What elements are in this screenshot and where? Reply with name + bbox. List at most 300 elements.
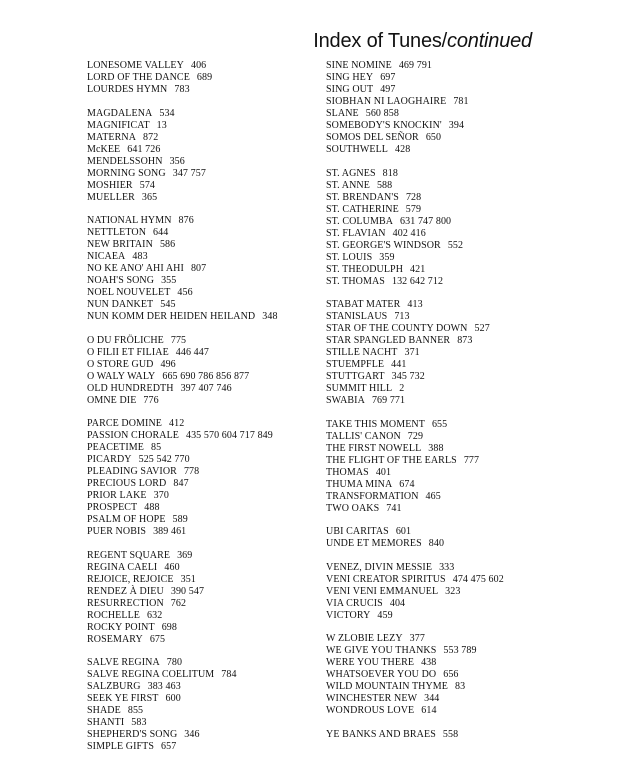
hymn-numbers: 359 xyxy=(379,251,395,263)
tune-name: ROSEMARY xyxy=(87,633,143,645)
hymn-numbers: 85 xyxy=(151,442,162,453)
index-entry xyxy=(326,240,576,252)
hymn-numbers: 641 726 xyxy=(127,143,161,155)
index-entry xyxy=(87,371,337,383)
index-entry xyxy=(87,634,337,646)
index-entry xyxy=(87,502,337,514)
tune-name: TAKE THIS MOMENT xyxy=(326,418,425,430)
hymn-numbers: 574 xyxy=(139,179,156,191)
index-entry xyxy=(326,645,576,657)
tune-name: LORD OF THE DANCE xyxy=(87,72,190,83)
index-entry xyxy=(87,239,337,251)
index-entry xyxy=(326,479,576,491)
tune-name: NOEL NOUVELET xyxy=(87,287,171,298)
tune-name: MATERNA xyxy=(87,131,137,143)
hymn-numbers: 412 xyxy=(169,418,185,429)
tune-name: SING HEY xyxy=(326,72,374,83)
tune-name: NEW BRITAIN xyxy=(87,239,153,250)
index-entry xyxy=(326,681,576,693)
index-entry xyxy=(87,526,337,538)
tune-name: TALLIS' CANON xyxy=(326,430,401,442)
index-entry xyxy=(87,227,337,239)
hymn-numbers: 401 xyxy=(375,466,392,478)
hymn-numbers: 728 xyxy=(405,191,422,203)
tune-name: YE BANKS AND BRAES xyxy=(326,728,436,740)
tune-name: ST. BRENDAN'S xyxy=(326,191,399,203)
index-entry xyxy=(87,335,337,347)
hymn-numbers: 438 xyxy=(421,657,437,668)
index-entry xyxy=(326,395,576,407)
tune-name: O STORE GUD xyxy=(87,358,154,370)
hymn-numbers: 435 570 604 717 849 xyxy=(185,430,273,441)
index-entry xyxy=(326,108,576,120)
tune-name: SHADE xyxy=(87,705,121,716)
tune-name: PLEADING SAVIOR xyxy=(87,466,177,477)
tune-name: SALVE REGINA COELITUM xyxy=(87,669,215,680)
tune-name: STAR SPANGLED BANNER xyxy=(326,335,451,346)
index-entry xyxy=(87,395,337,407)
hymn-numbers: 579 xyxy=(405,203,422,215)
hymn-numbers: 365 xyxy=(141,191,158,203)
tune-name: SING OUT xyxy=(326,84,374,95)
hymn-numbers: 534 xyxy=(159,107,175,119)
index-entry xyxy=(326,60,576,72)
tune-name: ST. THEODULPH xyxy=(326,263,404,275)
tune-name: MENDELSSOHN xyxy=(87,155,163,167)
tune-name: RESURRECTION xyxy=(87,597,164,609)
tune-name: SIMPLE GIFTS xyxy=(87,741,155,752)
tune-name: VENI CREATOR SPIRITUS xyxy=(326,573,446,585)
hymn-numbers: 769 771 xyxy=(371,395,406,406)
tune-name: WERE YOU THERE xyxy=(326,657,415,668)
index-entry xyxy=(326,264,576,276)
tune-name: LONESOME VALLEY xyxy=(87,60,184,71)
hymn-numbers: 689 xyxy=(196,72,213,83)
tune-name: NUN KOMM DER HEIDEN HEILAND xyxy=(87,311,256,322)
hymn-numbers: 369 xyxy=(177,549,193,561)
index-entry xyxy=(326,657,576,669)
title-main: Index of Tunes/ xyxy=(313,30,448,52)
tune-name: VENI VENI EMMANUEL xyxy=(326,585,439,597)
tune-name: REJOICE, REJOICE xyxy=(87,573,174,585)
hymn-numbers: 657 xyxy=(161,741,177,752)
letter-group xyxy=(326,633,576,717)
tune-name: PRIOR LAKE xyxy=(87,490,147,501)
tune-name: SALZBURG xyxy=(87,681,141,692)
index-entry xyxy=(326,168,576,180)
hymn-numbers: 674 xyxy=(399,478,415,490)
tune-name: SOUTHWELL xyxy=(326,144,388,155)
index-entry xyxy=(87,108,337,120)
hymn-numbers: 776 xyxy=(143,394,159,406)
hymn-numbers: 631 747 800 xyxy=(400,215,452,227)
index-entry xyxy=(326,562,576,574)
tune-name: ST. FLAVIAN xyxy=(326,227,386,239)
index-entry xyxy=(326,610,576,622)
hymn-numbers: 873 xyxy=(457,335,473,346)
index-entry xyxy=(87,287,337,299)
hymn-numbers: 406 xyxy=(190,60,207,71)
hymn-numbers: 483 xyxy=(132,251,148,262)
tune-name: STILLE NACHT xyxy=(326,347,398,358)
index-entry xyxy=(326,72,576,84)
hymn-numbers: 413 xyxy=(407,299,423,310)
tune-name: REGENT SQUARE xyxy=(87,549,171,561)
index-entry xyxy=(87,418,337,430)
tune-name: PICARDY xyxy=(87,454,132,465)
tune-name: PASSION CHORALE xyxy=(87,430,179,441)
index-entry xyxy=(87,454,337,466)
index-entry xyxy=(326,633,576,645)
hymn-numbers: 459 xyxy=(377,609,393,621)
index-entry xyxy=(87,681,337,693)
index-entry xyxy=(87,693,337,705)
index-entry xyxy=(326,204,576,216)
index-entry xyxy=(326,84,576,96)
letter-group xyxy=(87,335,337,407)
index-entry xyxy=(326,574,576,586)
hymn-numbers: 872 xyxy=(143,131,159,143)
index-entry xyxy=(87,490,337,502)
hymn-numbers: 83 xyxy=(455,681,466,692)
tune-name: WHATSOEVER YOU DO xyxy=(326,669,437,680)
hymn-numbers: 377 xyxy=(409,633,425,644)
index-entry xyxy=(326,729,576,741)
index-entry xyxy=(326,431,576,443)
hymn-numbers: 632 xyxy=(147,609,163,621)
hymn-numbers: 404 xyxy=(389,597,406,609)
index-entry xyxy=(326,586,576,598)
index-entry xyxy=(326,669,576,681)
tune-name: VICTORY xyxy=(326,609,371,621)
tune-name: ST. CATHERINE xyxy=(326,203,399,215)
tune-name: SHANTI xyxy=(87,717,125,728)
hymn-numbers: 775 xyxy=(170,334,187,346)
index-entry xyxy=(326,371,576,383)
letter-group xyxy=(326,562,576,622)
index-entry xyxy=(326,347,576,359)
hymn-numbers: 600 xyxy=(165,693,181,704)
hymn-numbers: 656 xyxy=(443,669,459,680)
index-entry xyxy=(326,526,576,538)
tune-name: LOURDES HYMN xyxy=(87,84,168,95)
tune-name: VIA CRUCIS xyxy=(326,597,383,609)
tune-name: PEACETIME xyxy=(87,442,145,453)
index-entry xyxy=(87,383,337,395)
tune-name: OMNE DIE xyxy=(87,394,137,406)
index-entry xyxy=(326,503,576,515)
letter-group xyxy=(87,550,337,646)
hymn-numbers: 345 732 xyxy=(391,371,425,382)
tune-name: UBI CARITAS xyxy=(326,526,389,537)
hymn-numbers: 323 xyxy=(445,585,461,597)
hymn-numbers: 355 xyxy=(161,275,177,286)
hymn-numbers: 698 xyxy=(161,621,177,633)
tune-name: THOMAS xyxy=(326,466,369,478)
hymn-numbers: 655 xyxy=(431,418,448,430)
hymn-numbers: 496 xyxy=(160,358,176,370)
index-entry xyxy=(326,120,576,132)
tune-name: SINE NOMINE xyxy=(326,60,392,71)
hymn-numbers: 351 xyxy=(180,573,196,585)
index-entry xyxy=(87,192,337,204)
hymn-numbers: 488 xyxy=(144,502,160,513)
tune-name: VENEZ, DIVIN MESSIE xyxy=(326,561,433,573)
index-entry xyxy=(326,132,576,144)
tune-name: MUELLER xyxy=(87,191,135,203)
tune-name: NOAH'S SONG xyxy=(87,275,155,286)
index-entry xyxy=(326,491,576,503)
hymn-numbers: 586 xyxy=(159,239,176,250)
tune-name: SUMMIT HILL xyxy=(326,383,393,394)
letter-group xyxy=(326,419,576,515)
tune-name: PROSPECT xyxy=(87,502,138,513)
tune-name: McKEE xyxy=(87,143,121,155)
page-title xyxy=(313,30,532,53)
tune-name: SIOBHAN NI LAOGHAIRE xyxy=(326,96,447,107)
letter-group xyxy=(87,60,337,96)
hymn-numbers: 588 xyxy=(376,179,393,191)
tune-name: SLANE xyxy=(326,108,359,119)
tune-name: O DU FRÖLICHE xyxy=(87,334,164,346)
index-entry xyxy=(87,622,337,634)
hymn-numbers: 876 xyxy=(178,215,194,226)
hymn-numbers: 346 xyxy=(184,729,200,740)
index-entry xyxy=(87,263,337,275)
tune-name: ROCHELLE xyxy=(87,609,141,621)
tune-name: SALVE REGINA xyxy=(87,657,160,668)
index-entry xyxy=(87,168,337,180)
hymn-numbers: 469 791 xyxy=(398,60,433,71)
index-entry xyxy=(326,299,576,311)
tune-name: O FILII ET FILIAE xyxy=(87,346,169,358)
tune-name: REGINA CAELI xyxy=(87,561,158,573)
index-entry xyxy=(326,96,576,108)
hymn-numbers: 356 xyxy=(169,155,185,167)
index-entry xyxy=(87,598,337,610)
index-entry xyxy=(87,610,337,622)
index-entry xyxy=(87,442,337,454)
index-entry xyxy=(326,180,576,192)
tune-name: SWABIA xyxy=(326,395,365,406)
tune-name: ST. COLUMBA xyxy=(326,215,394,227)
index-column-left xyxy=(87,60,337,765)
tune-name: MAGDALENA xyxy=(87,107,153,119)
hymn-numbers: 589 xyxy=(172,514,188,525)
hymn-numbers: 394 xyxy=(448,120,465,131)
tune-name: WONDROUS LOVE xyxy=(326,705,415,716)
index-entry xyxy=(87,717,337,729)
index-entry xyxy=(326,455,576,467)
tune-name: TRANSFORMATION xyxy=(326,490,419,502)
hymn-numbers: 601 xyxy=(395,526,412,537)
hymn-numbers: 370 xyxy=(153,490,169,501)
index-entry xyxy=(87,466,337,478)
hymn-numbers: 778 xyxy=(183,466,200,477)
index-entry xyxy=(326,443,576,455)
tune-name: NICAEA xyxy=(87,251,126,262)
hymn-numbers: 840 xyxy=(428,538,445,549)
hymn-numbers: 527 xyxy=(474,323,490,334)
hymn-numbers: 729 xyxy=(407,430,424,442)
tune-name: ROCKY POINT xyxy=(87,621,155,633)
index-entry xyxy=(326,538,576,550)
tune-name: RENDEZ À DIEU xyxy=(87,585,164,597)
hymn-numbers: 390 547 xyxy=(170,585,205,597)
letter-group xyxy=(87,657,337,753)
hymn-numbers: 741 xyxy=(386,502,402,514)
hymn-numbers: 383 463 xyxy=(147,681,181,692)
hymn-numbers: 348 xyxy=(262,311,278,322)
hymn-numbers: 428 xyxy=(395,144,411,155)
letter-group xyxy=(326,526,576,550)
index-entry xyxy=(87,562,337,574)
hymn-numbers: 818 xyxy=(382,167,398,179)
hymn-numbers: 780 xyxy=(166,657,183,668)
hymn-numbers: 807 xyxy=(190,263,207,274)
tune-name: WE GIVE YOU THANKS xyxy=(326,645,437,656)
index-entry xyxy=(87,60,337,72)
tune-name: PARCE DOMINE xyxy=(87,418,163,429)
hymn-numbers: 474 475 602 xyxy=(452,573,504,585)
index-column-right xyxy=(326,60,576,752)
hymn-numbers: 552 xyxy=(447,239,464,251)
index-entry xyxy=(326,359,576,371)
hymn-numbers: 644 xyxy=(153,227,169,238)
tune-name: THE FIRST NOWELL xyxy=(326,442,422,454)
hymn-numbers: 465 xyxy=(425,490,441,502)
hymn-numbers: 421 xyxy=(410,263,426,275)
tune-name: SOMOS DEL SEÑOR xyxy=(326,132,419,143)
hymn-numbers: 497 xyxy=(380,84,396,95)
hymn-numbers: 553 789 xyxy=(443,645,477,656)
tune-name: ST. AGNES xyxy=(326,167,376,179)
tune-name: ST. ANNE xyxy=(326,179,370,191)
tune-name: STUEMPFLE xyxy=(326,359,385,370)
hymn-numbers: 347 757 xyxy=(172,167,206,179)
index-entry xyxy=(326,252,576,264)
hymn-numbers: 388 xyxy=(428,442,444,454)
index-entry xyxy=(326,419,576,431)
tune-name: SEEK YE FIRST xyxy=(87,693,159,704)
tune-name: THE FLIGHT OF THE EARLS xyxy=(326,454,457,466)
index-entry xyxy=(87,741,337,753)
hymn-numbers: 389 461 xyxy=(153,526,187,537)
hymn-numbers: 397 407 746 xyxy=(180,382,232,394)
tune-name: PSALM OF HOPE xyxy=(87,514,166,525)
hymn-numbers: 2 xyxy=(399,383,405,394)
index-entry xyxy=(87,347,337,359)
hymn-numbers: 560 858 xyxy=(365,108,399,119)
hymn-numbers: 132 642 712 xyxy=(391,275,444,287)
tune-name: PUER NOBIS xyxy=(87,526,147,537)
hymn-numbers: 402 416 xyxy=(392,227,426,239)
hymn-numbers: 675 xyxy=(149,633,166,645)
tune-name: ST. THOMAS xyxy=(326,275,385,287)
tune-name: NATIONAL HYMN xyxy=(87,215,172,226)
hymn-numbers: 558 xyxy=(442,728,459,740)
hymn-numbers: 614 xyxy=(421,705,437,716)
index-entry xyxy=(326,323,576,335)
index-entry xyxy=(326,693,576,705)
hymn-numbers: 545 xyxy=(160,299,176,310)
hymn-numbers: 697 xyxy=(380,72,396,83)
tune-name: PRECIOUS LORD xyxy=(87,478,167,489)
index-entry xyxy=(326,598,576,610)
index-entry xyxy=(87,251,337,263)
index-entry xyxy=(87,657,337,669)
tune-name: SOMEBODY'S KNOCKIN' xyxy=(326,120,442,131)
tune-name: UNDE ET MEMORES xyxy=(326,538,422,549)
index-entry xyxy=(87,84,337,96)
hymn-numbers: 855 xyxy=(127,705,144,716)
tune-name: MOSHIER xyxy=(87,179,133,191)
index-entry xyxy=(326,467,576,479)
index-entry xyxy=(87,144,337,156)
hymn-numbers: 762 xyxy=(170,597,187,609)
tune-name: STABAT MATER xyxy=(326,299,401,310)
hymn-numbers: 371 xyxy=(404,347,420,358)
tune-name: MORNING SONG xyxy=(87,167,166,179)
title-continued: continued xyxy=(447,30,532,52)
hymn-numbers: 13 xyxy=(156,119,167,131)
hymn-numbers: 665 690 786 856 877 xyxy=(162,370,250,382)
tune-name: NETTLETON xyxy=(87,227,147,238)
index-entry xyxy=(87,311,337,323)
letter-group xyxy=(326,168,576,288)
index-entry xyxy=(87,705,337,717)
index-entry xyxy=(87,586,337,598)
index-entry xyxy=(326,192,576,204)
index-entry xyxy=(87,180,337,192)
hymn-numbers: 344 xyxy=(424,693,440,704)
tune-name: WINCHESTER NEW xyxy=(326,693,418,704)
tune-name: OLD HUNDREDTH xyxy=(87,382,174,394)
hymn-numbers: 460 xyxy=(164,561,180,573)
letter-group xyxy=(87,215,337,323)
tune-name: STANISLAUS xyxy=(326,311,388,322)
hymn-numbers: 446 447 xyxy=(175,346,209,358)
tune-name: W ZLOBIE LEZY xyxy=(326,633,403,644)
index-entry xyxy=(326,216,576,228)
index-entry xyxy=(87,669,337,681)
index-entry xyxy=(87,550,337,562)
index-entry xyxy=(87,215,337,227)
index-entry xyxy=(87,514,337,526)
letter-group xyxy=(326,60,576,156)
letter-group xyxy=(87,418,337,538)
hymn-numbers: 781 xyxy=(453,96,469,107)
index-entry xyxy=(87,132,337,144)
hymn-numbers: 650 xyxy=(425,132,442,143)
hymn-numbers: 713 xyxy=(394,311,410,322)
hymn-numbers: 777 xyxy=(463,454,480,466)
tune-name: TWO OAKS xyxy=(326,502,380,514)
index-entry xyxy=(326,335,576,347)
tune-name: NO KE ANO' AHI AHI xyxy=(87,263,184,274)
index-entry xyxy=(87,430,337,442)
index-entry xyxy=(87,156,337,168)
hymn-numbers: 525 542 770 xyxy=(138,454,190,465)
tune-name: NUN DANKET xyxy=(87,299,154,310)
tune-name: THUMA MINA xyxy=(326,478,393,490)
index-entry xyxy=(87,478,337,490)
tune-name: STAR OF THE COUNTY DOWN xyxy=(326,323,468,334)
index-entry xyxy=(87,359,337,371)
index-entry xyxy=(326,705,576,717)
tune-name: MAGNIFICAT xyxy=(87,119,150,131)
hymn-numbers: 456 xyxy=(177,287,193,298)
